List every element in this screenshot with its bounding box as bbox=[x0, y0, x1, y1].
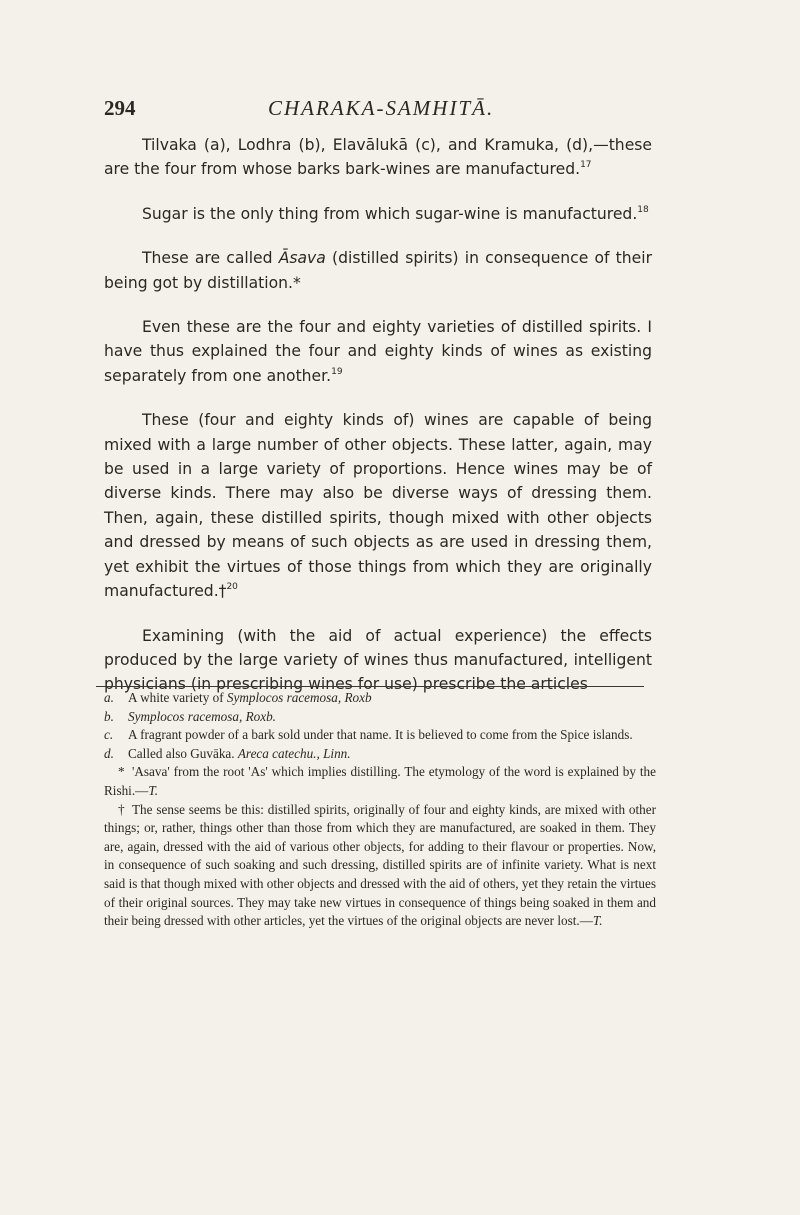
paragraph-text: Examining (with the aid of actual experience) the effects produced by the large variety of wines thus manufactured, intelligent physicians (in prescribing wines for use) prescribe the articles bbox=[104, 626, 652, 694]
reference-number: 19 bbox=[331, 366, 343, 377]
paragraph-text: Even these are the four and eighty varieties of distilled spirits. I have thus explained the four and eighty kinds of wines as existing separately from one another. bbox=[104, 318, 652, 385]
paragraph-3 bbox=[104, 246, 652, 295]
footnote-c bbox=[104, 726, 656, 745]
paragraph-1 bbox=[104, 133, 652, 182]
footnote-divider bbox=[96, 686, 644, 687]
footnote-label: d. bbox=[104, 745, 114, 761]
paragraph-text: Sugar is the only thing from which sugar-wine is manufactured. bbox=[142, 204, 638, 223]
asterisk-mark: * bbox=[118, 764, 125, 780]
footnote-text: The sense seems be this: distilled spirits, originally of four and eighty kinds, are mixed with other things; or, rather, things other than those from which they are manufactured, are soaked in them. They are, again, dressed with the aid of various other objects, for adding to their flavour or properties. Now, in consequence of such soaking and such dressing, distilled spirits are of infinite variety. What is next said is that though mixed with other objects and dressed with the aid of others, yet they retain the virtues of their original sources. They may take new virtues in consequence of things being soaked in them and their being dressed with other articles, yet the virtues of the original objects are never lost.— bbox=[104, 801, 656, 929]
footnote-italic: Areca catechu., Linn. bbox=[237, 745, 351, 761]
reference-number: 17 bbox=[580, 160, 592, 171]
footnote-text: A white variety of bbox=[128, 690, 227, 705]
footnote-b bbox=[104, 708, 656, 727]
footnote-a bbox=[104, 689, 656, 708]
footnote-label: c. bbox=[104, 727, 114, 743]
dagger-mark: † bbox=[118, 801, 125, 817]
translator-sign: T. bbox=[148, 782, 158, 798]
paragraph-2 bbox=[104, 202, 652, 226]
footnote-dagger bbox=[104, 801, 656, 931]
main-text bbox=[104, 133, 652, 717]
footnote-text: A fragrant powder of a bark sold under that name. It is believed to come from the Spice islands. bbox=[128, 727, 633, 743]
paragraph-5 bbox=[104, 408, 652, 603]
footnote-italic: Symplocos racemosa, Roxb bbox=[226, 690, 372, 705]
paragraph-text: Tilvaka (a), Lodhra (b), Elavālukā (c), and Kramuka, (d),—these are the four from whose barks bark-wines are manufactured. bbox=[104, 136, 652, 179]
page-header bbox=[104, 96, 664, 126]
paragraph-text: These are called bbox=[142, 249, 279, 268]
italic-term: Āsava bbox=[278, 249, 326, 268]
footnote-label: a. bbox=[104, 690, 114, 705]
paragraph-text: (distilled spirits) in consequence of their being got by distillation.* bbox=[104, 249, 652, 292]
footnote-text: Called also Guvāka. bbox=[128, 745, 238, 761]
paragraph-4 bbox=[104, 315, 652, 388]
footnote-asterisk bbox=[104, 763, 656, 800]
running-title: CHARAKA-SAMHITĀ. bbox=[268, 96, 495, 120]
footnote-italic: Symplocos racemosa, Roxb. bbox=[128, 708, 276, 724]
footnote-text: 'Asava' from the root 'As' which implies distilling. The etymology of the word is explained by the Rishi.— bbox=[104, 764, 656, 798]
footnote-d bbox=[104, 745, 656, 764]
footnote-label: b. bbox=[104, 708, 114, 724]
reference-number: 20 bbox=[226, 582, 238, 593]
reference-number: 18 bbox=[637, 204, 649, 215]
footnotes bbox=[104, 689, 656, 931]
page-number: 294 bbox=[104, 96, 136, 120]
paragraph-text: These (four and eighty kinds of) wines are capable of being mixed with a large number of other objects. These latter, again, may be used in a large variety of proportions. Hence wines may be of diverse kinds. There may also be diverse ways of dressing them. Then, again, these distilled spirits, though mixed with other objects and dressed by means of such objects as are used in dressing them, yet exhibit the virtues of those things from which they are originally manufactured.† bbox=[104, 411, 652, 601]
translator-sign: T. bbox=[592, 913, 603, 929]
